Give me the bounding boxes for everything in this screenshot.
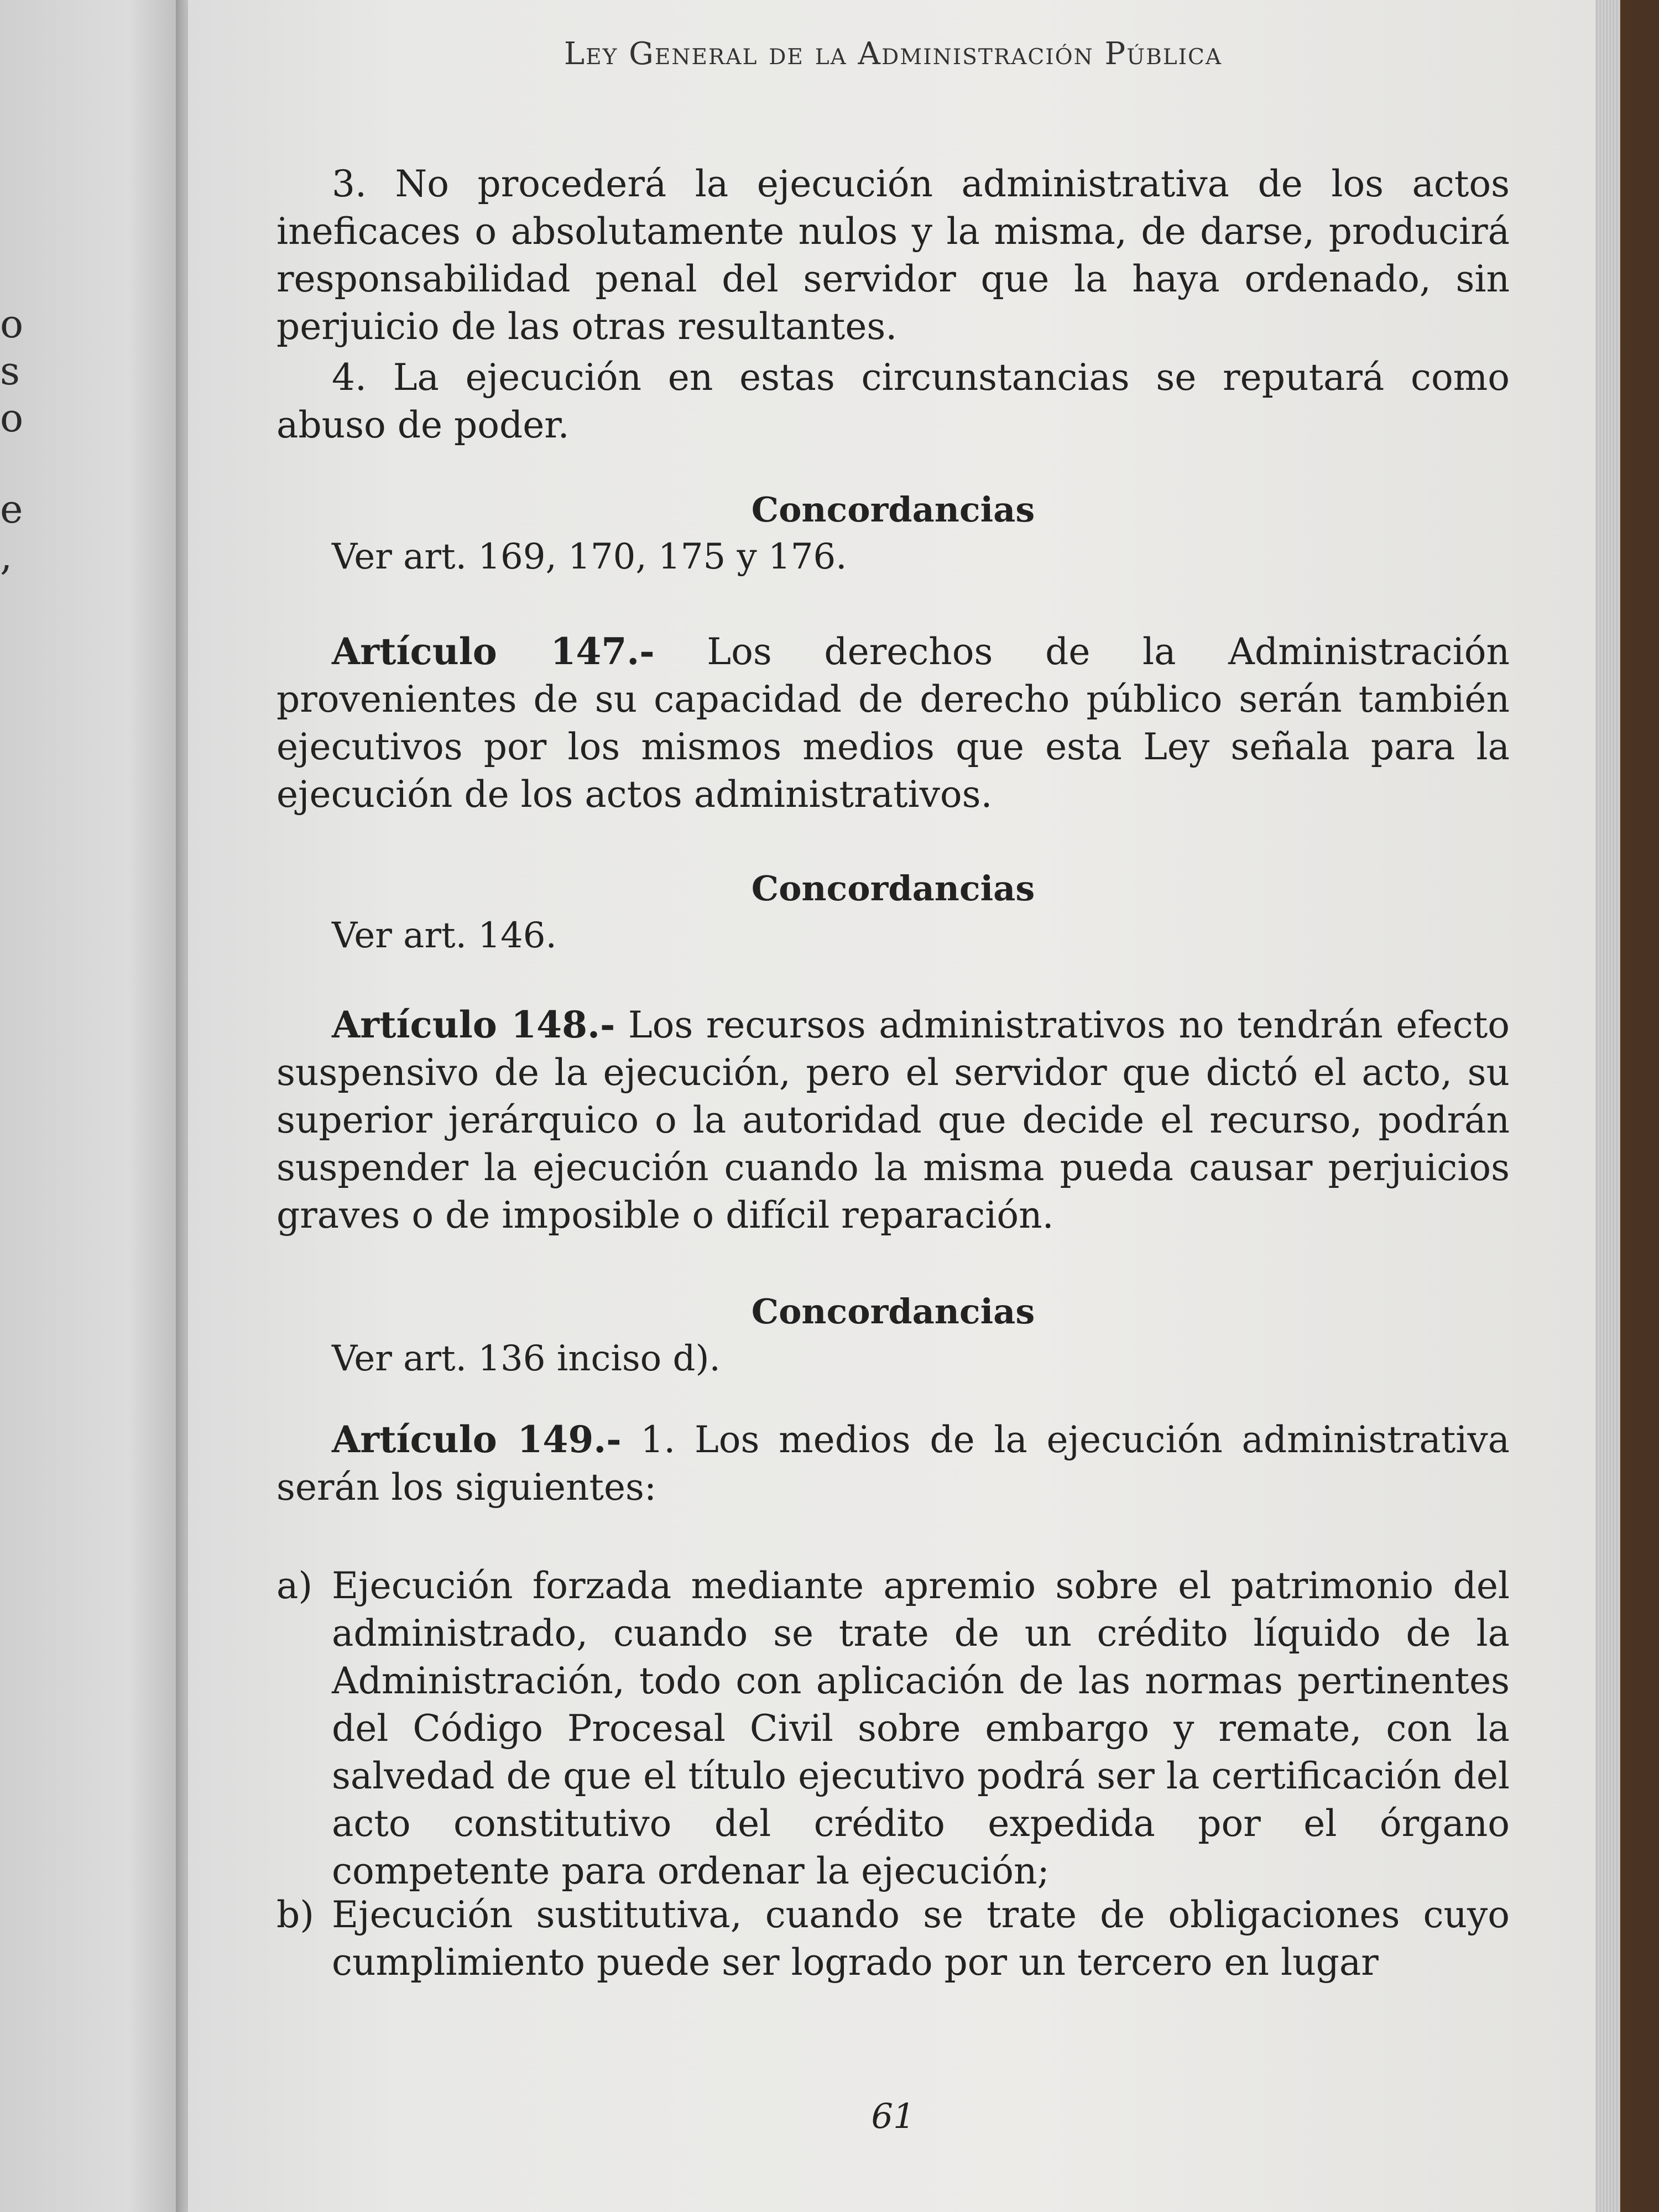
list-item-text: Ejecución forzada mediante apremio sobre el patrimonio del administrado, cuando se trate de un crédito líquido de la Administración, todo con aplicación de las normas pertinentes del Código Procesal Civil sobre embargo y remate, con la salvedad de que el título ejecutivo podrá ser la certificación del acto constitutivo del crédito expedida por el órgano competente para ordenar la ejecución;	[332, 1564, 1510, 1892]
article-147-text: Los derechos de la Administración provenientes de su capacidad de derecho público serán también ejecutivos por los mismos medios que esta Ley señala para la ejecución de los actos administrativos.	[276, 630, 1510, 816]
right-page	[188, 0, 1595, 2212]
concordancias-reference: Ver art. 146.	[332, 915, 557, 956]
article-148	[276, 1001, 1510, 1239]
article-147-title: Artículo 147.-	[332, 630, 655, 673]
article-148-title: Artículo 148.-	[332, 1003, 615, 1046]
page-number: 61	[871, 2096, 915, 2136]
left-page-fragment: ,	[0, 534, 13, 579]
concordancias-reference: Ver art. 136 inciso d).	[332, 1338, 721, 1379]
concordancias-heading: Concordancias	[751, 868, 1035, 909]
left-page-fragment: o	[0, 301, 24, 347]
list-item-marker: a)	[276, 1564, 313, 1607]
concordancias-heading: Concordancias	[751, 1291, 1035, 1332]
left-page-fragment: e	[0, 487, 23, 532]
list-item-text: Ejecución sustitutiva, cuando se trate de obligaciones cuyo cumplimiento puede ser logrado por un tercero en lugar	[332, 1893, 1510, 1984]
paragraph-4: 4. La ejecución en estas circunstancias se reputará como abuso de poder.	[276, 356, 1510, 446]
article-149-text: 1. Los medios de la ejecución administrativa serán los siguientes:	[276, 1418, 1510, 1509]
article-148-text: Los recursos administrativos no tendrán efecto suspensivo de la ejecución, pero el servidor que dictó el acto, su superior jerárquico o la autoridad que decide el recurso, podrán suspender la ejecución cuando la misma pueda causar perjuicios graves o de imposible o difícil reparación.	[276, 1004, 1510, 1237]
list-item-marker: b)	[276, 1893, 314, 1936]
left-page-fragment: o	[0, 395, 24, 441]
running-head: Ley General de la Administración Pública	[564, 36, 1223, 72]
page-stack-edges	[1595, 0, 1620, 2212]
concordancias-reference: Ver art. 169, 170, 175 y 176.	[332, 536, 847, 577]
left-page-fragment: s	[0, 348, 20, 394]
concordancias-heading: Concordancias	[751, 489, 1035, 530]
left-page-edge	[0, 0, 182, 2212]
article-149-title: Artículo 149.-	[332, 1418, 622, 1461]
article-149	[276, 1416, 1510, 1511]
article-147	[276, 628, 1510, 818]
paragraph-3: 3. No procederá la ejecución administrativa de los actos ineficaces o absolutamente nulos y la misma, de darse, producirá responsabilidad penal del servidor que la haya ordenado, sin perjuicio de las otras resultantes.	[276, 163, 1510, 348]
